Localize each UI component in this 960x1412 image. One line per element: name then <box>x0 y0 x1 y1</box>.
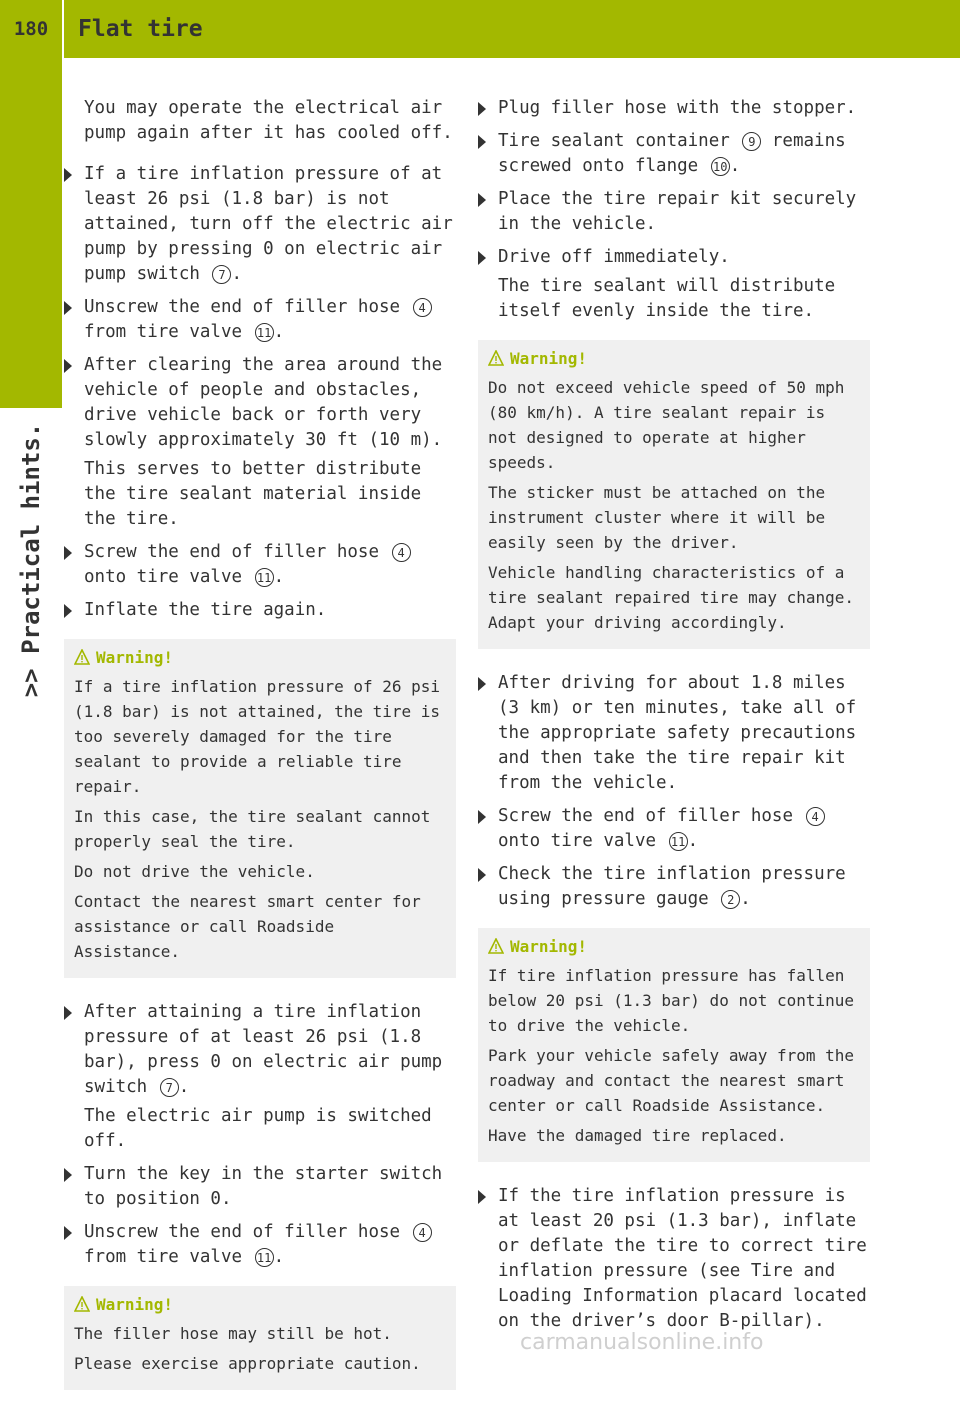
list-item <box>478 862 870 912</box>
step-text-line <box>84 162 456 287</box>
step-text-tail: . <box>178 1077 190 1097</box>
step-text: Place the tire repair kit securely in the vehicle. <box>498 189 857 234</box>
arrow-right-icon <box>478 251 486 265</box>
warning-paragraph: Do not exceed vehicle speed of 50 mph (80 km/h). A tire sealant repair is not designed to operate at higher speeds. <box>488 378 845 472</box>
step-result: This serves to better distribute the tire sealant material inside the tire. <box>84 459 422 529</box>
warning-paragraph: Vehicle handling characteristics of a tire sealant repaired tire may change. Adapt your driving accordingly. <box>488 563 855 632</box>
section-label-text: >> Practical hints. <box>17 422 45 698</box>
reference-number-icon: 7 <box>160 1078 179 1097</box>
step-text-line <box>498 804 870 854</box>
warning-paragraph: Contact the nearest smart center for assistance or call Roadside Assistance. <box>74 892 421 961</box>
list-item <box>478 671 870 796</box>
warning-paragraph: The filler hose may still be hot. <box>74 1324 392 1343</box>
warning-box <box>478 340 870 649</box>
page-title: Flat tire <box>78 16 203 42</box>
step-text-tail: onto tire valve <box>84 567 243 587</box>
list-item <box>478 187 870 237</box>
reference-number-icon: 4 <box>413 1223 432 1242</box>
list-item <box>478 245 870 324</box>
reference-number-icon: 11 <box>669 832 688 851</box>
arrow-right-icon <box>478 102 486 116</box>
list-item <box>64 1220 456 1270</box>
arrow-right-icon <box>64 301 72 315</box>
step-text: Turn the key in the starter switch to position 0. <box>84 1164 443 1209</box>
reference-number-icon: 2 <box>721 890 740 909</box>
reference-number-icon: 4 <box>806 807 825 826</box>
list-item <box>64 540 456 590</box>
step-text-line <box>498 671 870 796</box>
warning-box <box>64 1286 456 1390</box>
step-text: If the tire inflation pressure is at least 20 psi (1.3 bar), inflate or deflate the tire to correct tire inflation pressure (see Tire and Loading Information placard located on the driver’s door B-pillar). <box>498 1186 867 1331</box>
arrow-right-icon <box>478 810 486 824</box>
intro-paragraph: You may operate the electrical air pump again after it has cooled off. <box>84 98 453 143</box>
list-item <box>478 1184 870 1334</box>
reference-number-icon: 9 <box>742 132 761 151</box>
warning-paragraph: If a tire inflation pressure of 26 psi (1.8 bar) is not attained, the tire is too severely damaged for the tire sealant to provide a reliable tire repair. <box>74 677 441 796</box>
list-item <box>478 129 870 179</box>
warning-triangle-icon <box>74 649 90 665</box>
warning-heading <box>488 348 860 370</box>
arrow-right-icon <box>64 546 72 560</box>
step-text-tail: . <box>273 567 285 587</box>
warning-paragraph: Park your vehicle safely away from the roadway and contact the nearest smart center or call Roadside Assistance. <box>488 1046 855 1115</box>
step-text-line <box>84 295 456 345</box>
reference-number-icon: 11 <box>255 323 274 342</box>
arrow-right-icon <box>64 604 72 618</box>
step-text: Drive off immediately. <box>498 247 730 267</box>
warning-paragraph: The sticker must be attached on the instrument cluster where it will be easily seen by the driver. <box>488 483 826 552</box>
warning-paragraph: If tire inflation pressure has fallen below 20 psi (1.3 bar) do not continue to drive the vehicle. <box>488 966 855 1035</box>
warning-triangle-icon <box>488 350 504 366</box>
step-text-line <box>84 353 456 453</box>
step-text-tail: . <box>273 1247 285 1267</box>
warning-heading-text: Warning! <box>96 648 174 667</box>
warning-heading-text: Warning! <box>510 937 588 956</box>
warning-box <box>478 928 870 1162</box>
step-list <box>64 162 456 623</box>
arrow-right-icon <box>478 1190 486 1204</box>
reference-number-icon: 4 <box>413 298 432 317</box>
list-item <box>64 162 456 287</box>
step-text-tail: . <box>729 156 741 176</box>
arrow-right-icon <box>64 1006 72 1020</box>
step-text: After attaining a tire inflation pressure of at least 26 psi (1.8 bar), press 0 on electric air pump switch <box>84 1002 443 1097</box>
arrow-right-icon <box>478 677 486 691</box>
step-text-line <box>84 1000 456 1100</box>
step-text-tail: onto tire valve <box>498 831 657 851</box>
section-label <box>0 400 62 720</box>
step-text-tail: remains screwed onto flange <box>498 131 846 176</box>
warning-paragraph: In this case, the tire sealant cannot properly seal the tire. <box>74 807 431 851</box>
step-list <box>478 1184 870 1334</box>
warning-heading <box>488 936 860 958</box>
step-text-tail: from tire valve <box>84 1247 243 1267</box>
reference-number-icon: 4 <box>392 543 411 562</box>
step-text-line <box>84 1162 456 1212</box>
arrow-right-icon <box>64 1168 72 1182</box>
arrow-right-icon <box>478 135 486 149</box>
step-text-line <box>84 540 456 590</box>
step-text-tail: from tire valve <box>84 322 243 342</box>
step-text: Check the tire inflation pressure using pressure gauge <box>498 864 846 909</box>
list-item <box>478 804 870 854</box>
step-text: Screw the end of filler hose <box>84 542 380 562</box>
step-text-tail: . <box>273 322 285 342</box>
step-text: After clearing the area around the vehicle of people and obstacles, drive vehicle back or forth very slowly approximately 30 ft (10 m). <box>84 355 443 450</box>
step-text: Screw the end of filler hose <box>498 806 794 826</box>
section-tab <box>0 58 62 408</box>
header-divider <box>62 0 64 58</box>
watermark: carmanualsonline.info <box>520 1330 764 1355</box>
step-text-line <box>498 862 870 912</box>
list-item <box>64 353 456 532</box>
warning-heading-text: Warning! <box>96 1295 174 1314</box>
warning-box <box>64 639 456 978</box>
step-text-line <box>498 96 870 121</box>
reference-number-icon: 11 <box>255 1248 274 1267</box>
arrow-right-icon <box>478 193 486 207</box>
step-text: Plug filler hose with the stopper. <box>498 98 857 118</box>
step-list <box>478 671 870 912</box>
left-column <box>64 96 456 1412</box>
warning-triangle-icon <box>74 1296 90 1312</box>
warning-paragraph: Have the damaged tire replaced. <box>488 1126 787 1145</box>
warning-heading <box>74 647 446 669</box>
step-text-line <box>84 1220 456 1270</box>
step-text-line <box>498 1184 870 1334</box>
list-item <box>64 1162 456 1212</box>
arrow-right-icon <box>64 1226 72 1240</box>
arrow-right-icon <box>478 868 486 882</box>
step-text-line <box>498 187 870 237</box>
step-text-tail: . <box>740 889 751 909</box>
reference-number-icon: 7 <box>212 265 231 284</box>
step-text: Unscrew the end of filler hose <box>84 1222 401 1242</box>
step-list <box>478 96 870 324</box>
arrow-right-icon <box>64 168 72 182</box>
warning-triangle-icon <box>488 938 504 954</box>
warning-heading <box>74 1294 446 1316</box>
warning-heading-text: Warning! <box>510 349 588 368</box>
step-text: Tire sealant container <box>498 131 730 151</box>
page-number: 180 <box>13 18 49 40</box>
step-text: If a tire inflation pressure of at least 26 psi (1.8 bar) is not attained, turn off the electric air pump by pressing 0 on electric air pump switch <box>84 164 453 284</box>
step-list <box>64 1000 456 1270</box>
step-text-line <box>84 598 456 623</box>
warning-paragraph: Do not drive the vehicle. <box>74 862 315 881</box>
step-result: The tire sealant will distribute itself evenly inside the tire. <box>498 276 836 321</box>
reference-number-icon: 10 <box>711 157 730 176</box>
list-item <box>64 598 456 623</box>
list-item <box>64 295 456 345</box>
step-text-line <box>498 245 870 270</box>
right-column <box>478 96 870 1342</box>
step-text-line <box>498 129 870 179</box>
arrow-right-icon <box>64 359 72 373</box>
list-item <box>64 1000 456 1154</box>
step-text: Unscrew the end of filler hose <box>84 297 401 317</box>
reference-number-icon: 11 <box>255 568 274 587</box>
warning-paragraph: Please exercise appropriate caution. <box>74 1354 421 1373</box>
step-text: Inflate the tire again. <box>84 600 327 620</box>
step-result: The electric air pump is switched off. <box>84 1106 432 1151</box>
list-item <box>478 96 870 121</box>
step-text-tail: . <box>687 831 699 851</box>
step-text: After driving for about 1.8 miles (3 km) or ten minutes, take all of the appropriate safety precautions and then take the tire repair kit from the vehicle. <box>498 673 857 793</box>
step-text-tail: . <box>231 264 242 284</box>
